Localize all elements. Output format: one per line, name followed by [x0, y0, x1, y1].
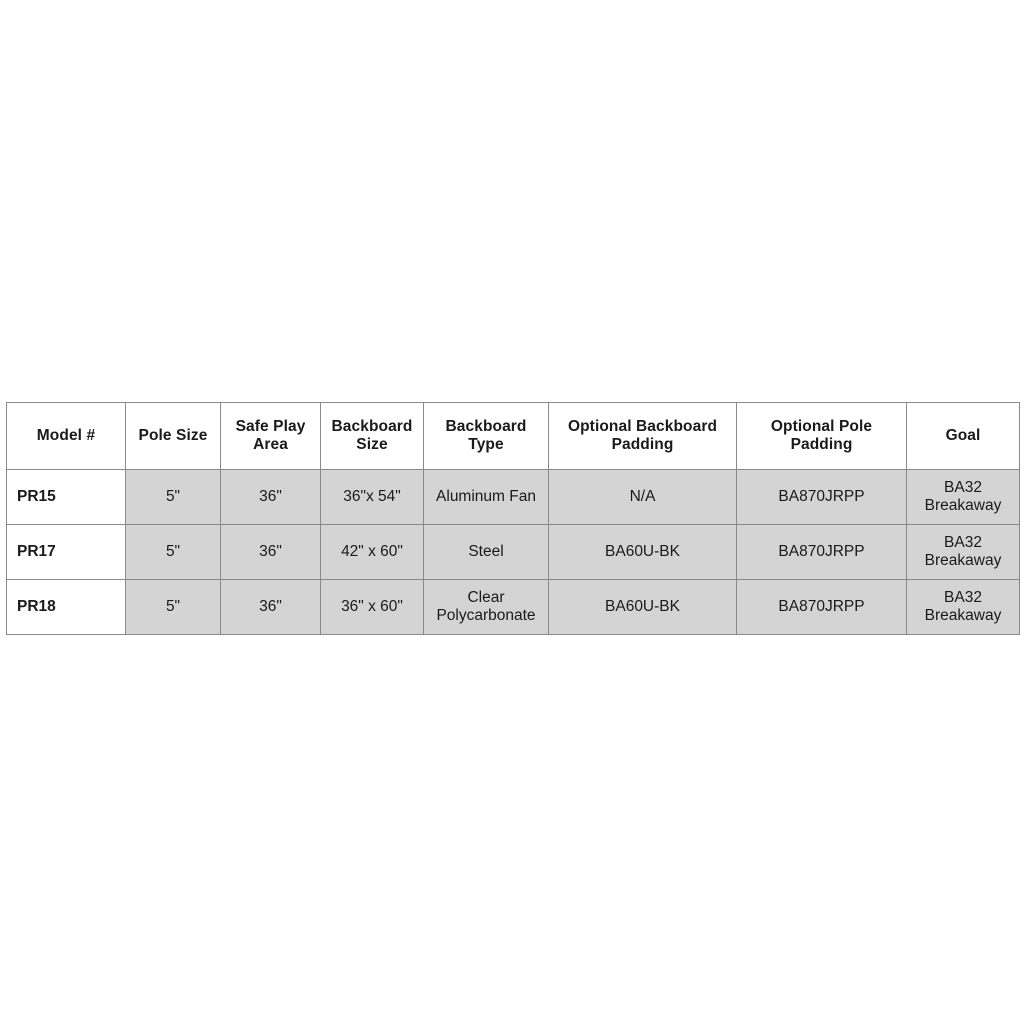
cell-backboard-size: 36"x 54" [321, 470, 424, 525]
cell-goal: BA32 Breakaway [907, 525, 1020, 580]
cell-backboard-size: 42" x 60" [321, 525, 424, 580]
cell-safe-play-area: 36" [221, 470, 321, 525]
table-header-row [7, 403, 1020, 470]
column-header-backboard-type: Backboard Type [424, 403, 549, 470]
table-row [7, 470, 1020, 525]
column-header-optional-pole-padding: Optional Pole Padding [737, 403, 907, 470]
cell-safe-play-area: 36" [221, 525, 321, 580]
column-header-model: Model # [7, 403, 126, 470]
cell-optional-backboard-padding: BA60U-BK [549, 525, 737, 580]
cell-optional-pole-padding: BA870JRPP [737, 525, 907, 580]
cell-optional-pole-padding: BA870JRPP [737, 470, 907, 525]
column-header-optional-backboard-padding: Optional Backboard Padding [549, 403, 737, 470]
column-header-backboard-size: Backboard Size [321, 403, 424, 470]
cell-backboard-type: Steel [424, 525, 549, 580]
cell-pole-size: 5" [126, 470, 221, 525]
cell-model: PR18 [7, 580, 126, 635]
cell-pole-size: 5" [126, 525, 221, 580]
cell-goal: BA32 Breakaway [907, 580, 1020, 635]
cell-optional-backboard-padding: N/A [549, 470, 737, 525]
column-header-safe-play-area: Safe Play Area [221, 403, 321, 470]
table-row [7, 580, 1020, 635]
spec-table-container [6, 402, 1019, 635]
cell-backboard-type: Clear Polycarbonate [424, 580, 549, 635]
cell-goal: BA32 Breakaway [907, 470, 1020, 525]
cell-model: PR17 [7, 525, 126, 580]
table-row [7, 525, 1020, 580]
cell-optional-backboard-padding: BA60U-BK [549, 580, 737, 635]
cell-model: PR15 [7, 470, 126, 525]
spec-table [6, 402, 1020, 635]
column-header-pole-size: Pole Size [126, 403, 221, 470]
cell-optional-pole-padding: BA870JRPP [737, 580, 907, 635]
cell-backboard-type: Aluminum Fan [424, 470, 549, 525]
cell-safe-play-area: 36" [221, 580, 321, 635]
cell-pole-size: 5" [126, 580, 221, 635]
column-header-goal: Goal [907, 403, 1020, 470]
cell-backboard-size: 36" x 60" [321, 580, 424, 635]
